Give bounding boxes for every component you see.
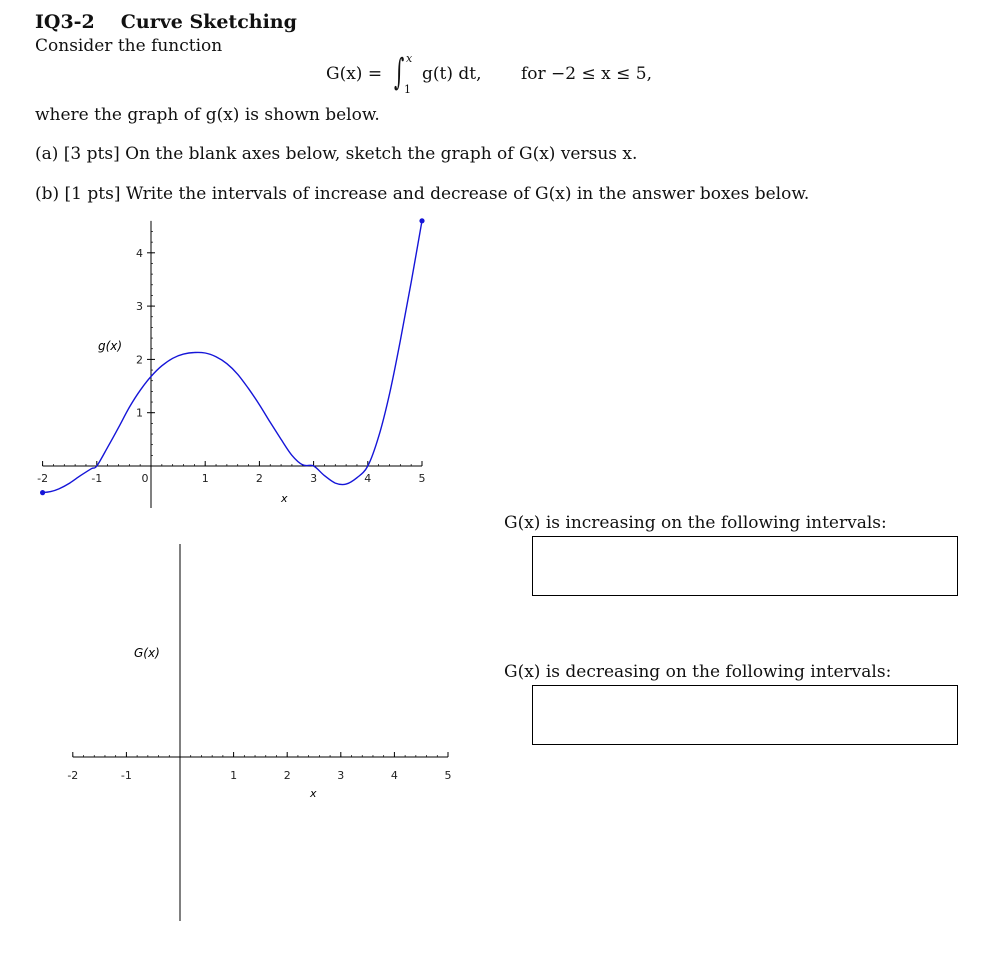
increasing-label: G(x) is increasing on the following intervals: [504, 513, 887, 533]
part-a-text: (a) [3 pts] On the blank axes below, sketch the graph of G(x) versus x. [35, 144, 638, 164]
g-endpoint-dot [40, 490, 45, 495]
G-x-tick-label: 4 [390, 769, 398, 782]
g-curve [43, 221, 422, 493]
G-ylabel: G(x) [134, 646, 160, 660]
G-x-tick-label: 2 [283, 769, 291, 782]
g-y-tick-label: 1 [136, 406, 143, 420]
G-x-tick-label: 5 [444, 769, 452, 782]
decreasing-answer-box[interactable] [532, 685, 958, 745]
g-y-tick-label: 3 [136, 300, 143, 314]
g-x-tick-label: 3 [310, 472, 318, 485]
where-text: where the graph of g(x) is shown below. [35, 105, 380, 125]
G-x-tick-label: -2 [67, 769, 79, 782]
intro-text: Consider the function [35, 36, 223, 56]
g-xlabel: x [281, 492, 288, 505]
g-y-tick-label: 2 [136, 353, 143, 367]
problem-id: IQ3-2 [35, 11, 95, 33]
g-endpoint-dot [419, 218, 424, 223]
section-title: Curve Sketching [120, 11, 297, 33]
g-x-tick-label: 5 [418, 472, 426, 485]
formula-domain: for −2 ≤ x ≤ 5, [521, 64, 653, 84]
G-blank-axes[interactable] [73, 544, 448, 921]
g-ylabel[interactable]: g(x) [98, 339, 123, 353]
g-x-tick-label: 1 [201, 472, 209, 485]
G-x-tick-label: 3 [337, 769, 345, 782]
increasing-answer-box[interactable] [532, 536, 958, 596]
formula-integrand: g(t) dt, [422, 64, 482, 84]
G-x-tick-label: -1 [120, 769, 132, 782]
formula-upper-limit: x [406, 52, 413, 65]
g-x-tick-label: 4 [364, 472, 372, 485]
g-x-tick-label: 0 [141, 472, 149, 485]
g-x-tick-label: -1 [91, 472, 103, 485]
g-y-tick-label: 4 [136, 246, 143, 260]
decreasing-label: G(x) is decreasing on the following intervals: [504, 662, 892, 682]
formula-lhs: G(x) = [326, 64, 383, 84]
G-x-tick-label: 1 [230, 769, 238, 782]
g-endpoints [40, 218, 425, 495]
g-x-tick-label: -2 [37, 472, 49, 485]
formula-lower-limit: 1 [404, 83, 411, 96]
g-x-tick-label: 2 [255, 472, 263, 485]
part-b-text: (b) [1 pts] Write the intervals of increase and decrease of G(x) in the answer boxes below. [35, 184, 810, 204]
integral-sign-icon: ∫ [394, 52, 405, 93]
g-ticks [37, 231, 425, 485]
G-xlabel: x [310, 787, 317, 800]
g-axes [43, 221, 422, 508]
